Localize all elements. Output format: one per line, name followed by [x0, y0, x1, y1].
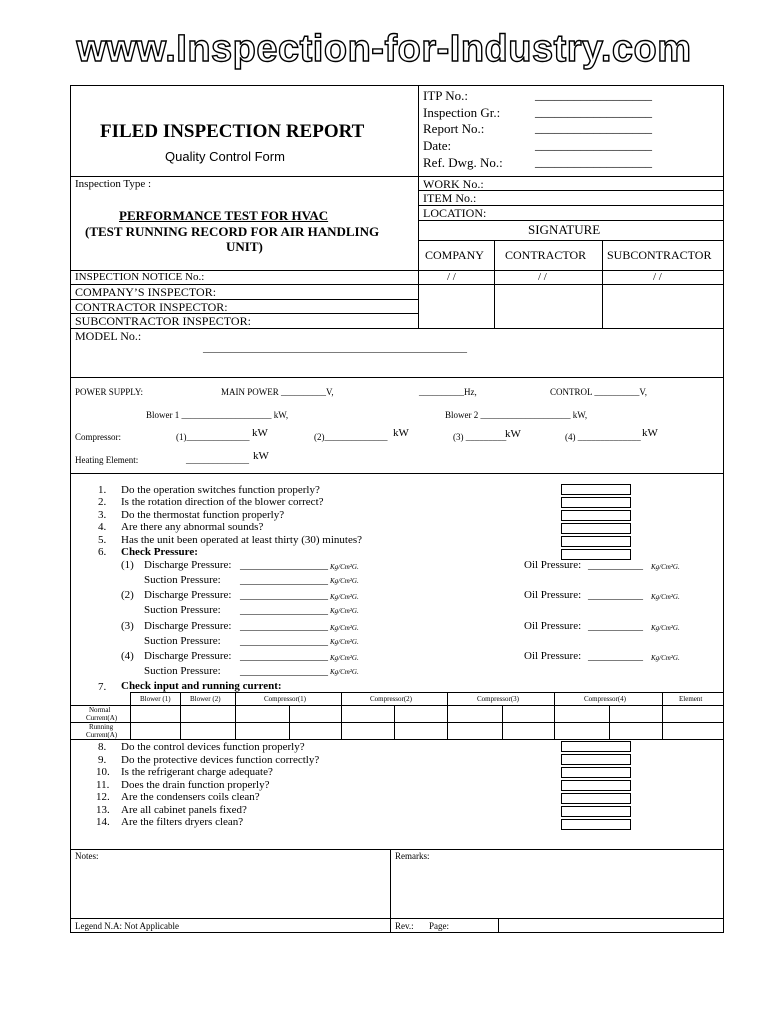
row-running-line2: Current(A)	[86, 731, 118, 739]
compressor2-field[interactable]: (2)______________	[314, 432, 388, 442]
inspection-notice-label: INSPECTION NOTICE No.:	[75, 271, 205, 283]
pressure-row-number: (4)	[121, 650, 134, 662]
col-element: Element	[679, 695, 703, 703]
notes-area[interactable]	[71, 862, 389, 917]
test-title: PERFORMANCE TEST FOR HVAC	[119, 208, 329, 223]
q9-number: 9.	[98, 754, 107, 766]
test-subtitle-1: (TEST RUNNING RECORD FOR AIR HANDLING	[85, 224, 380, 239]
q13-text: Are all cabinet panels fixed?	[121, 804, 247, 816]
q12-checkbox[interactable]	[561, 793, 631, 804]
q10-text: Is the refrigerant charge adequate?	[121, 766, 273, 778]
col-blower1: Blower (1)	[140, 695, 171, 703]
remarks-label: Remarks:	[395, 851, 430, 861]
main-power-field[interactable]: MAIN POWER __________V,	[221, 387, 334, 397]
ref-dwg-field[interactable]: __________________	[535, 154, 652, 169]
q4-number: 4.	[98, 521, 107, 533]
legend-text: Legend N.A: Not Applicable	[75, 921, 179, 931]
heating-element-kw: kW	[253, 450, 269, 462]
report-no-label: Report No.:	[423, 121, 485, 136]
compressor2-kw: kW	[393, 427, 409, 439]
pressure-unit: Kg/Cm²G.	[651, 563, 680, 571]
col-blower2: Blower (2)	[190, 695, 221, 703]
discharge-label: Discharge Pressure:	[144, 650, 232, 662]
discharge-label: Discharge Pressure:	[144, 620, 232, 632]
q4-checkbox[interactable]	[561, 523, 631, 534]
subcontractor-inspector-label: SUBCONTRACTOR INSPECTOR:	[75, 314, 251, 328]
contractor-inspector-label: CONTRACTOR INSPECTOR:	[75, 300, 228, 314]
power-supply-label: POWER SUPPLY:	[75, 387, 144, 397]
q3-checkbox[interactable]	[561, 510, 631, 521]
pressure-unit: Kg/Cm²G.	[651, 654, 680, 662]
company-inspector-label: COMPANY’S INSPECTOR:	[75, 285, 217, 299]
q12-text: Are the condensers coils clean?	[121, 791, 260, 803]
q6-number: 6.	[98, 546, 107, 558]
control-voltage-field[interactable]: CONTROL __________V,	[550, 387, 648, 397]
q14-checkbox[interactable]	[561, 819, 631, 830]
suction-field[interactable]: ________________	[240, 665, 328, 677]
col-compressor1: Compressor(1)	[264, 695, 306, 703]
q7-text: Check input and running current:	[121, 680, 282, 692]
suction-field[interactable]: ________________	[240, 574, 328, 586]
subcontractor-column: SUBCONTRACTOR	[607, 248, 712, 262]
pressure-unit: Kg/Cm²G.	[330, 607, 359, 615]
itp-no-field[interactable]: __________________	[535, 87, 652, 102]
remarks-area[interactable]	[391, 862, 723, 917]
suction-label: Suction Pressure:	[144, 574, 221, 586]
q8-checkbox[interactable]	[561, 741, 631, 752]
report-no-field[interactable]: __________________	[535, 120, 652, 135]
col-compressor3: Compressor(3)	[477, 695, 519, 703]
inspection-gr-field[interactable]: __________________	[535, 104, 652, 119]
row-normal-line2: Current(A)	[86, 714, 118, 722]
heating-element-label: Heating Element:	[75, 455, 139, 465]
inspection-gr-label: Inspection Gr.:	[423, 105, 501, 120]
compressor3-field[interactable]: (3) _________	[453, 432, 507, 442]
oil-pressure-label: Oil Pressure:	[524, 559, 582, 571]
test-subtitle-2: UNIT)	[226, 239, 263, 254]
q9-text: Do the protective devices function correctly?	[121, 754, 320, 766]
compressor1-field[interactable]: (1)______________	[176, 432, 250, 442]
ref-dwg-label: Ref. Dwg. No.:	[423, 155, 503, 170]
q14-text: Are the filters dryers clean?	[121, 816, 244, 828]
q10-checkbox[interactable]	[561, 767, 631, 778]
compressor-label: Compressor:	[75, 432, 121, 442]
row-normal-line1: Normal	[89, 706, 111, 714]
q5-number: 5.	[98, 534, 107, 546]
q2-checkbox[interactable]	[561, 497, 631, 508]
q14-number: 14.	[96, 816, 110, 828]
pressure-row-number: (2)	[121, 589, 134, 601]
company-column: COMPANY	[425, 248, 484, 262]
compressor4-field[interactable]: (4) ______________	[565, 432, 641, 442]
compressor1-kw: kW	[252, 427, 268, 439]
discharge-field[interactable]: ________________	[240, 589, 328, 601]
subcontractor-date[interactable]: / /	[653, 271, 662, 283]
q11-checkbox[interactable]	[561, 780, 631, 791]
location-label: LOCATION:	[423, 206, 487, 220]
blower1-field[interactable]: Blower 1 ____________________ kW,	[146, 410, 289, 420]
suction-label: Suction Pressure:	[144, 635, 221, 647]
pressure-unit: Kg/Cm²G.	[651, 624, 680, 632]
model-no-label: MODEL No.:	[75, 329, 142, 343]
suction-label: Suction Pressure:	[144, 665, 221, 677]
q1-text: Do the operation switches function properly?	[121, 484, 320, 496]
pressure-unit: Kg/Cm²G.	[330, 563, 359, 571]
pressure-unit: Kg/Cm²G.	[330, 638, 359, 646]
rev-label: Rev.:	[395, 921, 414, 931]
pressure-unit: Kg/Cm²G.	[330, 624, 359, 632]
q2-text: Is the rotation direction of the blower correct?	[121, 496, 324, 508]
q3-text: Do the thermostat function properly?	[121, 509, 285, 521]
discharge-label: Discharge Pressure:	[144, 589, 232, 601]
model-no-field[interactable]: ________________________________________________	[203, 342, 467, 354]
suction-field[interactable]: ________________	[240, 635, 328, 647]
form-subtitle: Quality Control Form	[165, 149, 285, 164]
q7-number: 7.	[98, 681, 107, 693]
q8-number: 8.	[98, 741, 107, 753]
contractor-date[interactable]: / /	[538, 271, 547, 283]
row-running-line1: Running	[89, 723, 114, 731]
pressure-unit: Kg/Cm²G.	[330, 593, 359, 601]
contractor-column: CONTRACTOR	[505, 248, 587, 262]
work-no-label: WORK No.:	[423, 177, 484, 191]
oil-pressure-field[interactable]: __________	[588, 589, 643, 601]
q11-number: 11.	[96, 779, 110, 791]
q5-text: Has the unit been operated at least thirty (30) minutes?	[121, 534, 363, 546]
discharge-field[interactable]: ________________	[240, 620, 328, 632]
itp-no-label: ITP No.:	[423, 88, 469, 103]
col-compressor4: Compressor(4)	[584, 695, 626, 703]
q10-number: 10.	[96, 766, 110, 778]
compressor4-kw: kW	[642, 427, 658, 439]
q13-checkbox[interactable]	[561, 806, 631, 817]
company-date[interactable]: / /	[447, 271, 456, 283]
q1-checkbox[interactable]	[561, 484, 631, 495]
oil-pressure-label: Oil Pressure:	[524, 620, 582, 632]
page-label: Page:	[429, 921, 449, 931]
inspection-type-label: Inspection Type :	[75, 178, 152, 190]
oil-pressure-field[interactable]: __________	[588, 650, 643, 662]
q8-text: Do the control devices function properly?	[121, 741, 305, 753]
discharge-label: Discharge Pressure:	[144, 559, 232, 571]
signature-heading: SIGNATURE	[528, 222, 601, 237]
item-no-label: ITEM No.:	[423, 191, 477, 205]
col-compressor2: Compressor(2)	[370, 695, 412, 703]
pressure-unit: Kg/Cm²G.	[651, 593, 680, 601]
notes-label: Notes:	[75, 851, 99, 861]
pressure-unit: Kg/Cm²G.	[330, 654, 359, 662]
compressor3-kw: kW	[505, 428, 521, 440]
blower2-field[interactable]: Blower 2 ____________________ kW,	[445, 410, 588, 420]
form-title: FILED INSPECTION REPORT	[100, 121, 365, 142]
oil-pressure-field[interactable]: __________	[588, 620, 643, 632]
q5-checkbox[interactable]	[561, 536, 631, 547]
q13-number: 13.	[96, 804, 110, 816]
discharge-field[interactable]: ________________	[240, 559, 328, 571]
suction-field[interactable]: ________________	[240, 604, 328, 616]
heating-element-field[interactable]: ______________	[186, 455, 249, 465]
q11-text: Does the drain function properly?	[121, 779, 270, 791]
date-label: Date:	[423, 138, 452, 153]
pressure-row-number: (1)	[121, 559, 134, 571]
q4-text: Are there any abnormal sounds?	[121, 521, 264, 533]
oil-pressure-label: Oil Pressure:	[524, 650, 582, 662]
q1-number: 1.	[98, 484, 107, 496]
suction-label: Suction Pressure:	[144, 604, 221, 616]
oil-pressure-label: Oil Pressure:	[524, 589, 582, 601]
date-field[interactable]: __________________	[535, 137, 652, 152]
pressure-unit: Kg/Cm²G.	[330, 668, 359, 676]
q12-number: 12.	[96, 791, 110, 803]
discharge-field[interactable]: ________________	[240, 650, 328, 662]
q9-checkbox[interactable]	[561, 754, 631, 765]
pressure-unit: Kg/Cm²G.	[330, 577, 359, 585]
pressure-row-number: (3)	[121, 620, 134, 632]
oil-pressure-field[interactable]: __________	[588, 559, 643, 571]
q2-number: 2.	[98, 496, 107, 508]
q6-text: Check Pressure:	[121, 546, 198, 558]
watermark-url: www.Inspection-for-Industry.com	[76, 28, 692, 70]
q3-number: 3.	[98, 509, 107, 521]
hz-field[interactable]: __________Hz,	[419, 387, 477, 397]
